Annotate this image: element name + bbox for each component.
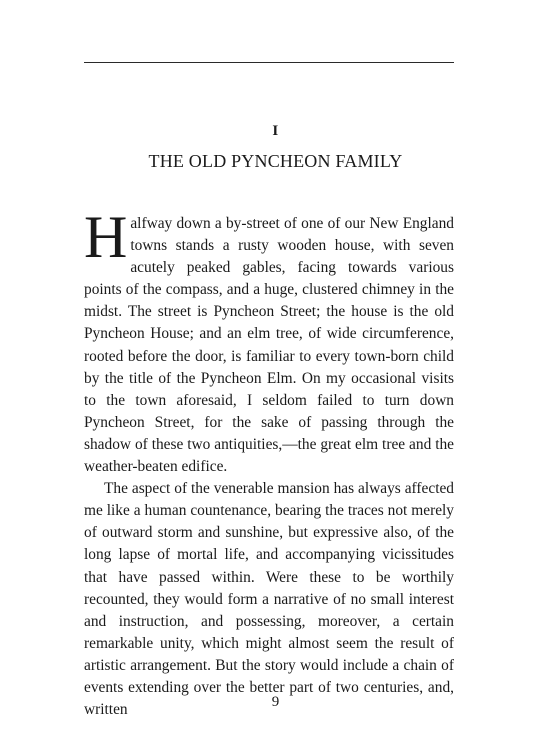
page-number: 9 <box>271 694 280 710</box>
chapter-body <box>84 204 454 721</box>
chapter-title: THE OLD PYNCHEON FAMILY <box>148 151 403 171</box>
header-rule <box>84 62 454 63</box>
paragraph-first-text: alfway down a by-street of one of our New England towns stands a rusty wooden house, with seven acutely peaked gables, facing towards various points of the compass, and a huge, clustered chimney in the midst. The street is Pyncheon Street; the house is the old Pyncheon House; and an elm tree, of wide circumference, rooted before the door, is familiar to every town-born child by the title of the Pyncheon Elm. On my occasional visits to the town aforesaid, I seldom failed to turn down Pyncheon Street, for the sake of passing through the shadow of these two antiquities,—the great elm tree and the weather-beaten edifice. <box>84 215 454 476</box>
chapter-number: I <box>272 123 279 139</box>
drop-cap: H <box>84 204 128 270</box>
paragraph-first <box>84 204 454 478</box>
paragraph-second: The aspect of the venerable mansion has always affected me like a human countenance, bearing the traces not merely of outward storm and sunshine, but expressive also, of the long lapse of mortal life, and accompanying vicissitudes that have passed within. Were these to be worthily recounted, they would form a narrative of no small interest and instruction, and possessing, moreover, a certain remarkable unity, which might almost seem the result of artistic arrangement. But the story would include a chain of events extending over the better part of two centuries, and, written <box>84 480 454 719</box>
